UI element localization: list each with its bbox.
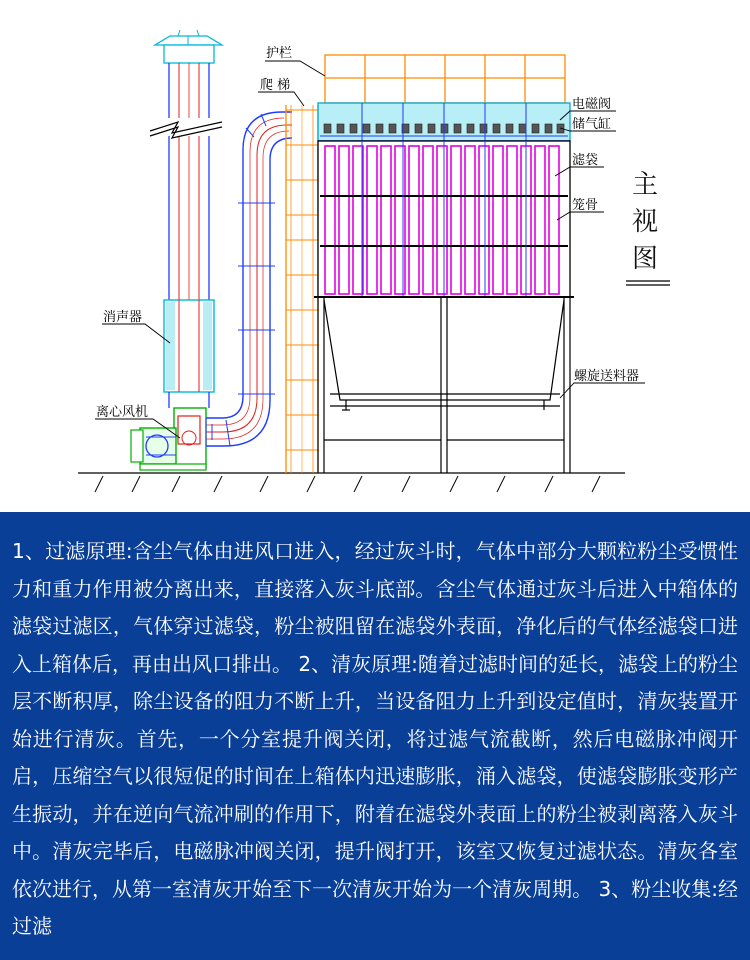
exhaust-stack [150, 30, 222, 300]
view-title-char-3: 图 [632, 244, 659, 274]
ground [78, 473, 625, 492]
description-panel [0, 512, 750, 960]
hopper-and-support [318, 297, 570, 473]
label-ladder: 爬 梯 [260, 78, 291, 93]
upper-box [318, 103, 570, 141]
label-centrifugal-fan: 离心风机 [96, 405, 149, 420]
inlet-duct [206, 112, 292, 446]
guardrail [325, 55, 565, 103]
description-text: 1、过滤原理:含尘气体由进风口进入，经过灰斗时，气体中部分大颗粒粉尘受惯性力和重力作用被分离出来，直接落入灰斗底部。含尘气体通过灰斗后进入中箱体的滤袋过滤区，气体穿过滤袋，粉尘被阻留在滤袋外表面，净化后的气体经滤袋口进入上箱体后，再由出风口排出。 2、清灰原理:随着过滤时间的延长，滤袋上的粉尘层不断积厚，除尘设备的阻力不断上升，当设备阻力上升到设定值时，清灰装置开始进行清灰。首先，一个分室提升阀关闭，将过滤气流截断，然后电磁脉冲阀开启，压缩空气以很短促的时间在上箱体内迅速膨胀，涌入滤袋，使滤袋膨胀变形产生振动，并在逆向气流冲刷的作用下，附着在滤袋外表面上的粉尘被剥离落入灰斗中。清灰完毕后，电磁脉冲阀关闭，提升阀打开，该室又恢复过滤状态。清灰各室依次进行，从第一室清灰开始至下一次清灰开始为一个清灰周期。 3、粉尘收集:经过滤 [12, 539, 738, 938]
view-title-char-1: 主 [632, 170, 659, 200]
label-solenoid-valve: 电磁阀 [572, 97, 612, 112]
label-filter-bag: 滤袋 [572, 153, 599, 168]
label-bag-cage: 笼骨 [572, 198, 599, 213]
ladder [286, 105, 318, 473]
view-title-char-2: 视 [632, 207, 659, 237]
label-silencer: 消声器 [103, 310, 143, 325]
label-air-tank: 储气缸 [572, 117, 612, 132]
label-guardrail: 护栏 [266, 46, 293, 61]
label-screw-conveyor: 螺旋送料器 [574, 369, 640, 384]
filter-bag-section [314, 141, 574, 297]
silencer-body [164, 300, 214, 408]
